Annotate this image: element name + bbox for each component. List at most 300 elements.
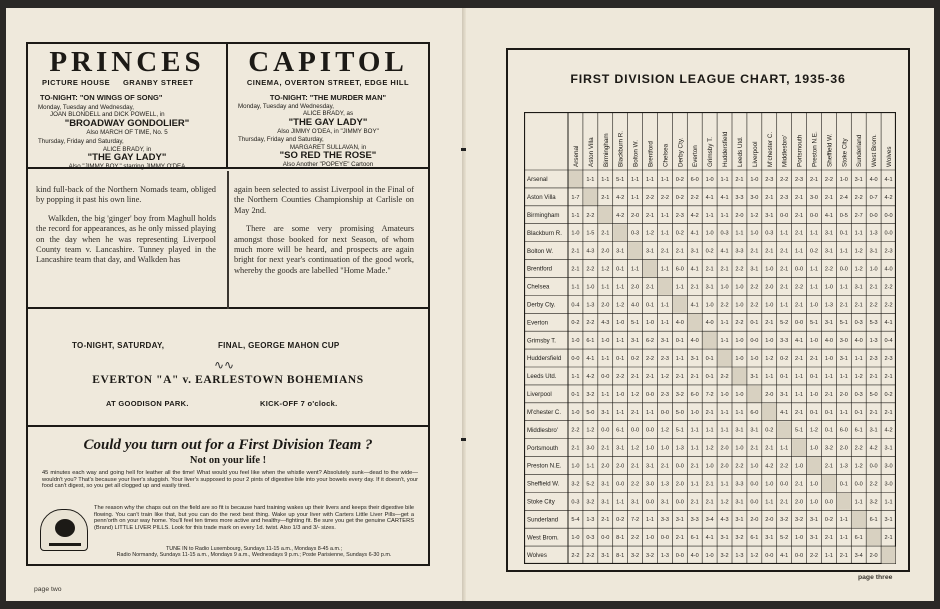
result-cell: 2-3 [884, 248, 893, 255]
result-cell: 2-1 [765, 194, 774, 201]
result-cell: 1-2 [750, 212, 759, 219]
result-cell: 2-1 [795, 230, 804, 237]
result-cell: 4-2 [884, 194, 893, 201]
result-cell: 6-2 [645, 338, 655, 345]
princes-ad [28, 44, 228, 169]
result-cell: 2-0 [765, 284, 774, 291]
result-cell: 2-1 [884, 409, 893, 416]
result-cell: 1-0 [705, 463, 714, 470]
result-cell: 6-1 [690, 535, 699, 542]
match-teams: EVERTON "A" v. EARLESTOWN BOHEMIANS [92, 374, 364, 386]
result-cell: 0-3 [631, 230, 640, 237]
result-cell: 0-3 [765, 230, 774, 237]
result-cell: 3-0 [750, 194, 759, 201]
result-cell: 4-2 [616, 212, 625, 219]
away-team-label: Stoke City [841, 138, 849, 167]
result-cell: 1-0 [735, 284, 744, 291]
result-cell: 3-3 [780, 338, 789, 345]
result-cell: 4-0 [631, 302, 640, 309]
result-cell: 2-1 [690, 284, 699, 291]
result-cell: 1-0 [720, 391, 729, 398]
result-cell: 2-3 [660, 356, 669, 363]
result-cell: 1-0 [616, 320, 625, 327]
result-cell: 0-2 [616, 517, 625, 524]
result-cell: 2-2 [750, 284, 759, 291]
result-cell: 0-2 [571, 320, 580, 327]
princes-address: PICTURE HOUSE GRANBY STREET [42, 78, 194, 87]
result-cell: 3-4 [705, 517, 714, 524]
diagonal-cell [718, 350, 732, 367]
result-cell: 2-1 [571, 445, 580, 452]
result-cell: 5-2 [780, 535, 789, 542]
result-cell: 2-2 [809, 553, 819, 560]
result-cell: 4-1 [586, 356, 595, 363]
result-cell: 1-1 [854, 356, 863, 363]
result-cell: 5-2 [586, 481, 595, 488]
result-cell: 5-0 [869, 391, 878, 398]
result-cell: 4-1 [795, 338, 804, 345]
result-cell: 2-1 [601, 230, 610, 237]
result-cell: 0-0 [601, 427, 610, 434]
match-venue: AT GOODISON PARK. [106, 399, 189, 408]
away-team-label: Birmingham [602, 133, 610, 167]
result-cell: 2-2 [586, 553, 595, 560]
result-cell: 0-0 [869, 463, 878, 470]
princes-also1: Also MARCH OF TIME, No. 5 [86, 128, 168, 136]
away-team-label: West Brom. [871, 134, 879, 167]
result-cell: 1-2 [616, 302, 625, 309]
result-cell: 2-1 [869, 373, 878, 380]
result-cell: 1-0 [690, 409, 699, 416]
result-cell: 3-4 [854, 553, 863, 560]
result-cell: 1-0 [795, 463, 804, 470]
result-cell: 0-2 [675, 176, 684, 183]
result-cell: 3-1 [645, 463, 655, 470]
match-notice [28, 311, 428, 427]
result-cell: 4-3 [601, 320, 610, 327]
trade-mark-icon [40, 509, 88, 551]
result-cell: 1-1 [571, 373, 580, 380]
home-team-label: Sheffield W. [527, 480, 560, 488]
result-cell: 2-2 [571, 427, 580, 434]
result-cell: 3-1 [869, 248, 878, 255]
diagonal-cell [747, 385, 761, 402]
home-team-label: Aston Villa [527, 194, 556, 202]
result-cell: 0-2 [705, 248, 714, 255]
princes-film2: "THE GAY LADY" [87, 152, 167, 164]
home-team-label: Blackburn R. [527, 229, 562, 237]
result-cell: 0-0 [571, 356, 580, 363]
result-cell: 0-0 [750, 499, 759, 506]
result-cell: 1-0 [765, 481, 774, 488]
result-cell: 6-1 [616, 427, 625, 434]
result-cell: 5-1 [839, 320, 848, 327]
result-cell: 2-4 [839, 194, 848, 201]
result-cell: 1-2 [660, 373, 669, 380]
liver-ad-subhead: Not on your life ! [189, 455, 267, 466]
result-cell: 1-1 [675, 356, 684, 363]
result-cell: 3-1 [854, 284, 863, 291]
result-cell: 1-1 [795, 373, 804, 380]
result-cell: 0-3 [571, 499, 580, 506]
result-cell: 1-0 [571, 409, 580, 416]
result-cell: 1-2 [854, 248, 863, 255]
result-cell: 3-0 [839, 338, 848, 345]
away-team-label: Preston N.E. [811, 131, 819, 167]
result-cell: 3-1 [705, 284, 714, 291]
result-cell: 5-4 [571, 517, 580, 524]
result-cell: 1-1 [631, 266, 640, 273]
result-cell: 2-1 [824, 535, 833, 542]
article-paragraph: There are some very promising Amateurs amongst those booked for next Season, of whom much more will be heard, and prospects are again bright for next year's continuation of the good work, whereby the goods are labelled "Home Made." [234, 224, 414, 275]
result-cell: 0-1 [675, 338, 684, 345]
result-cell: 4-0 [675, 320, 684, 327]
result-cell: 2-2 [750, 302, 759, 309]
result-cell: 3-1 [645, 248, 655, 255]
result-cell: 1-3 [675, 445, 684, 452]
result-cell: 3-1 [690, 356, 699, 363]
result-cell: 2-0 [616, 463, 625, 470]
away-team-label: Chelsea [662, 143, 670, 167]
result-cell: 2-2 [735, 463, 744, 470]
result-cell: 3-1 [750, 427, 759, 434]
result-cell: 6-1 [750, 535, 759, 542]
result-cell: 1-1 [809, 266, 819, 273]
result-cell: 1-0 [571, 535, 580, 542]
result-cell: 1-2 [854, 266, 863, 273]
result-cell: 1-0 [735, 356, 744, 363]
result-cell: 8-1 [616, 553, 625, 560]
result-cell: 4-2 [586, 373, 595, 380]
result-cell: 0-0 [884, 230, 893, 237]
home-team-label: Liverpool [527, 391, 552, 399]
result-cell: 3-1 [780, 391, 789, 398]
result-cell: 2-1 [765, 248, 774, 255]
chart-title: FIRST DIVISION LEAGUE CHART, 1935-36 [570, 72, 846, 86]
result-cell: 0-2 [631, 356, 640, 363]
result-cell: 1-0 [765, 302, 774, 309]
result-cell: 1-1 [839, 373, 848, 380]
result-cell: 4-1 [780, 409, 789, 416]
result-cell: 2-2 [645, 194, 655, 201]
result-cell: 1-1 [601, 356, 610, 363]
result-cell: 0-1 [780, 373, 789, 380]
result-cell: 0-0 [645, 427, 655, 434]
result-cell: 1-1 [780, 445, 789, 452]
result-cell: 1-1 [631, 194, 640, 201]
result-cell: 2-1 [601, 517, 610, 524]
result-cell: 1-1 [645, 176, 655, 183]
result-cell: 2-1 [705, 499, 714, 506]
article-col-1 [36, 185, 216, 274]
result-cell: 1-0 [705, 553, 714, 560]
result-cell: 2-2 [586, 320, 595, 327]
match-tonight: TO-NIGHT, SATURDAY, [72, 341, 165, 350]
result-cell: 1-0 [824, 356, 833, 363]
result-cell: 1-1 [720, 176, 729, 183]
result-cell: 2-1 [839, 302, 848, 309]
result-cell: 1-1 [660, 212, 669, 219]
result-cell: 4-1 [824, 212, 833, 219]
result-cell: 1-1 [601, 284, 610, 291]
result-cell: 6-0 [675, 266, 684, 273]
result-cell: 3-1 [616, 445, 625, 452]
radio-line1: TUNE IN to Radio Luxembourg, Sundays 11-15 a.m., Mondays 8-45 a.m.; [165, 546, 343, 552]
result-cell: 0-0 [795, 266, 804, 273]
home-team-label: Portsmouth [527, 444, 559, 452]
result-cell: 2-1 [765, 320, 774, 327]
result-cell: 2-2 [645, 356, 655, 363]
result-cell: 2-1 [795, 481, 804, 488]
result-cell: 2-1 [824, 463, 833, 470]
result-cell: 1-2 [720, 499, 729, 506]
result-cell: 2-2 [735, 266, 744, 273]
result-cell: 1-0 [645, 445, 655, 452]
capitol-ad [228, 44, 428, 169]
home-team-label: Leeds Utd. [527, 373, 557, 381]
result-cell: 1-1 [690, 481, 699, 488]
result-cell: 1-2 [601, 266, 610, 273]
result-cell: 1-0 [809, 391, 819, 398]
away-team-label: Liverpool [751, 141, 759, 167]
result-cell: 0-1 [824, 427, 833, 434]
result-cell: 2-1 [795, 194, 804, 201]
match-final: FINAL, GEORGE MAHON CUP [218, 341, 340, 350]
result-cell: 0-0 [869, 212, 878, 219]
diagonal-cell [583, 188, 597, 205]
result-cell: 3-1 [690, 248, 699, 255]
princes-days2: Thursday, Friday and Saturday, [38, 138, 124, 146]
result-cell: 0-0 [795, 320, 804, 327]
result-cell: 1-0 [869, 266, 878, 273]
home-team-label: Grimsby T. [527, 337, 557, 345]
result-cell: 1-1 [586, 463, 595, 470]
result-cell: 2-2 [854, 445, 863, 452]
result-cell: 0-0 [824, 499, 833, 506]
home-team-label: Arsenal [527, 176, 548, 184]
result-cell: 0-2 [809, 248, 819, 255]
result-cell: 2-2 [720, 302, 729, 309]
result-cell: 1-2 [586, 427, 595, 434]
capitol-film1: "THE GAY LADY" [288, 116, 368, 128]
article-columns [28, 171, 428, 309]
result-cell: 1-1 [660, 230, 669, 237]
result-cell: 1-1 [824, 553, 833, 560]
result-cell: 2-1 [795, 356, 804, 363]
result-cell: 0-0 [765, 553, 774, 560]
princes-title: PRINCES [49, 46, 205, 78]
result-cell: 2-1 [645, 212, 655, 219]
home-team-label: Birmingham [527, 211, 560, 219]
result-cell: 0-4 [884, 338, 893, 345]
result-cell: 2-1 [601, 445, 610, 452]
result-cell: 2-1 [824, 194, 833, 201]
diagonal-cell [598, 206, 612, 223]
diagonal-cell [792, 439, 806, 456]
result-cell: 1-1 [720, 320, 729, 327]
result-cell: 3-1 [765, 535, 774, 542]
result-cell: 1-1 [690, 427, 699, 434]
result-cell: 1-1 [601, 391, 610, 398]
result-cell: 1-1 [720, 338, 729, 345]
result-cell: 1-1 [660, 176, 669, 183]
result-cell: 2-3 [660, 391, 669, 398]
result-cell: 1-3 [869, 338, 878, 345]
capitol-stars1: ALICE BRADY, as [302, 110, 354, 118]
result-cell: 2-1 [795, 212, 804, 219]
result-cell: 1-1 [720, 212, 729, 219]
diagonal-cell [882, 547, 896, 564]
result-cell: 1-0 [720, 284, 729, 291]
result-cell: 4-1 [690, 230, 699, 237]
result-cell: 1-0 [705, 230, 714, 237]
result-cell: 0-3 [854, 391, 863, 398]
liver-ad-body2: The reason why the chaps out on the field are so fit is because hard training wakes up their livers and keeps their digestive bile flowing. You can't train like that, but you can do the next best thing. Wake up your liver with Carters Little Liver Pills—get a penn'orth on your way home. You'll feel ten times more active and healthy—fighting fit. Be sure you get the genuine CARTERS (Brand) LITTLE LIVER PILLS. Look for this trade mark on every 1d. twist. Also 1/3 and 3/- sizes. [94, 505, 414, 531]
result-cell: 0-0 [675, 499, 684, 506]
result-cell: 1-1 [720, 481, 729, 488]
result-cell: 0-2 [884, 391, 893, 398]
result-cell: 2-1 [780, 266, 789, 273]
result-cell: 2-0 [839, 391, 848, 398]
capitol-also1: Also JIMMY O'DEA, in "JIMMY BOY" [277, 127, 379, 135]
result-cell: 1-1 [780, 230, 789, 237]
result-cell: 1-0 [645, 535, 655, 542]
chart-frame [506, 48, 910, 572]
result-cell: 5-1 [631, 320, 640, 327]
result-cell: 1-0 [705, 176, 714, 183]
result-cell: 0-2 [824, 517, 833, 524]
result-cell: 1-0 [571, 230, 580, 237]
result-cell: 4-1 [780, 553, 789, 560]
diagonal-cell [569, 171, 583, 188]
result-cell: 1-1 [809, 230, 819, 237]
result-cell: 1-1 [631, 176, 640, 183]
result-cell: 0-0 [660, 535, 669, 542]
result-cell: 3-3 [690, 517, 699, 524]
result-cell: 2-1 [780, 248, 789, 255]
result-cell: 2-1 [705, 481, 714, 488]
result-cell: 1-1 [720, 427, 729, 434]
result-cell: 5-0 [586, 409, 595, 416]
result-cell: 2-2 [869, 302, 878, 309]
result-cell: 2-1 [795, 302, 804, 309]
away-team-label: Blackburn R. [617, 130, 625, 167]
result-cell: 2-2 [780, 176, 789, 183]
result-cell: 1-1 [839, 517, 848, 524]
result-cell: 6-0 [690, 391, 699, 398]
result-cell: 2-1 [765, 445, 774, 452]
result-cell: 2-1 [631, 373, 640, 380]
result-cell: 1-1 [824, 373, 833, 380]
result-cell: 0-0 [601, 373, 610, 380]
result-cell: 2-1 [839, 553, 848, 560]
result-cell: 0-7 [869, 194, 878, 201]
result-cell: 0-1 [616, 356, 625, 363]
result-cell: 1-1 [839, 409, 848, 416]
result-cell: 2-1 [660, 248, 669, 255]
cinema-ads [28, 44, 428, 169]
result-cell: 1-1 [571, 212, 580, 219]
result-cell: 1-0 [809, 445, 819, 452]
liver-pills-ad [28, 429, 428, 564]
page-number-right: page three [858, 574, 893, 581]
result-cell: 1-0 [809, 481, 819, 488]
result-cell: 5-3 [869, 320, 878, 327]
home-team-label: Middlesbro' [527, 426, 558, 434]
result-cell: 1-0 [839, 176, 848, 183]
result-cell: 4-3 [720, 517, 729, 524]
result-cell: 2-1 [780, 284, 789, 291]
result-cell: 2-3 [780, 194, 789, 201]
capitol-address: CINEMA, OVERTON STREET, EDGE HILL [246, 78, 410, 87]
capitol-title: CAPITOL [248, 46, 408, 78]
result-cell: 0-1 [705, 356, 714, 363]
result-cell: 4-1 [705, 535, 714, 542]
result-cell: 1-7 [571, 194, 580, 201]
result-cell: 1-1 [616, 338, 625, 345]
capitol-days2: Thursday, Friday and Saturday, [238, 136, 324, 144]
result-cell: 0-1 [616, 266, 625, 273]
diagonal-cell [643, 260, 657, 277]
result-cell: 4-2 [869, 445, 878, 452]
result-cell: 2-1 [824, 391, 833, 398]
result-cell: 6-1 [869, 517, 878, 524]
result-cell: 1-1 [675, 284, 684, 291]
trade-mark-base [49, 536, 81, 546]
result-cell: 2-2 [824, 266, 833, 273]
result-cell: 1-0 [765, 266, 774, 273]
result-cell: 2-0 [765, 517, 774, 524]
result-cell: 3-2 [824, 445, 833, 452]
result-cell: 1-0 [660, 445, 669, 452]
result-cell: 2-2 [884, 284, 893, 291]
result-cell: 2-1 [675, 535, 684, 542]
away-team-label: Middlesbro' [781, 134, 789, 167]
result-cell: 0-1 [645, 302, 655, 309]
result-cell: 5-1 [675, 427, 684, 434]
result-cell: 2-2 [571, 553, 580, 560]
result-cell: 2-0 [735, 212, 744, 219]
result-cell: 2-2 [690, 194, 699, 201]
result-cell: 2-1 [675, 248, 684, 255]
princes-stars1: JOAN BLONDELL and DICK POWELL, in [50, 111, 165, 119]
result-cell: 4-1 [720, 248, 729, 255]
result-cell: 0-0 [854, 481, 863, 488]
home-team-label: Brentford [527, 265, 553, 273]
result-cell: 2-2 [735, 320, 744, 327]
result-cell: 0-1 [705, 373, 714, 380]
result-cell: 4-0 [690, 338, 699, 345]
result-cell: 1-1 [616, 284, 625, 291]
result-cell: 2-0 [601, 302, 610, 309]
result-cell: 1-0 [735, 391, 744, 398]
princes-stars2: ALICE BRADY, in [102, 145, 152, 153]
result-cell: 1-1 [854, 230, 863, 237]
diagonal-cell [613, 224, 627, 241]
result-cell: 2-0 [631, 212, 640, 219]
away-team-label: Huddersfield [722, 131, 730, 167]
result-cell: 1-0 [571, 338, 580, 345]
result-cell: 2-2 [631, 535, 640, 542]
result-cell: 0-0 [795, 553, 804, 560]
result-cell: 1-0 [705, 302, 714, 309]
result-cell: 2-2 [616, 373, 625, 380]
result-cell: 1-1 [884, 499, 893, 506]
liver-ad-body1: 45 minutes each way and going hell for leather all the time! What would you feel like when the whistle went? Absolutely sunk—dead to the wide—wouldn't you? That's because your liver's sluggish. Your liver's supposed to pour 2 pints of digestive bile into your bowels every day. If it doesn't, your food can't digest, so you get all clogged up and easily tired. [42, 470, 418, 489]
result-cell: 0-0 [675, 553, 684, 560]
result-cell: 2-1 [571, 266, 580, 273]
result-cell: 8-1 [616, 535, 625, 542]
